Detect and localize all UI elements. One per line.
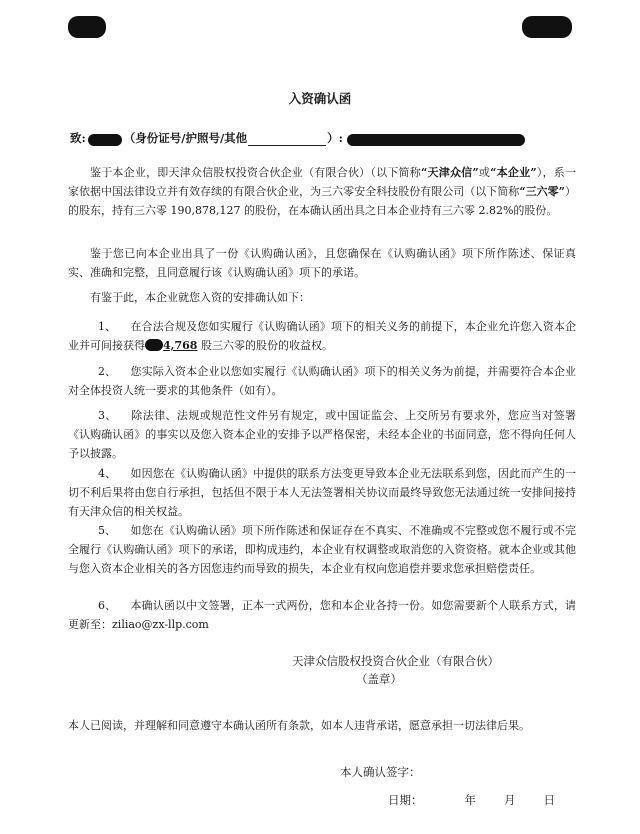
redaction-recipient-name [88, 134, 122, 146]
clause-number: 6、 [98, 599, 117, 612]
clause-1: 1、 在合法合规及您如实履行《认购确认函》项下的相关义务的前提下，本企业允许您入资本企业并可间接获得 4,768 股三六零的股份的收益权。 [68, 320, 577, 352]
date-month: 月 [504, 793, 516, 807]
share-amount: 4,768 [163, 339, 198, 352]
intro-paragraph-3: 有鉴于此，本企业就您入资的安排确认如下： [90, 291, 310, 304]
redaction-top-left [68, 16, 106, 38]
redaction-recipient-id [347, 134, 525, 146]
clause-4: 4、 如因您在《认购确认函》中提供的联系方法变更导致本企业无法联系到您，因此而产生的一切不利后果将由您自行承担，包括但不限于本人无法签署相关协议而最终导致您无法通过统一安排间接持有天津众信的相关权益。 [68, 467, 577, 518]
intro-paragraph-2: 鉴于您已向本企业出具了一份《认购确认函》，且您确保在《认购确认函》项下所作陈述、保证真实、准确和完整，且同意履行该《认购确认函》项下的承诺。 [68, 247, 576, 279]
acknowledgement-statement: 本人已阅读，并理解和同意遵守本确认函所有条款，如本人违背承诺，愿意承担一切法律后果。 [68, 719, 530, 732]
clause-number: 2、 [98, 365, 117, 378]
recipient-line [70, 130, 525, 146]
clause-number: 3、 [98, 409, 117, 422]
date-label: 日期： [388, 793, 423, 807]
recipient-id-label: （身份证号/护照号/其他 [123, 131, 248, 145]
clause-3: 3、 除法律、法规或规范性文件另有规定，或中国证监会、上交所另有要求外，您应当对签署《认购确认函》的事实以及您入资本企业的安排予以严格保密，未经本企业的书面同意，您不得向任何人予以披露。 [68, 409, 576, 460]
clause-number: 1、 [98, 320, 117, 333]
clause-number: 5、 [98, 524, 117, 537]
clause-6: 6、 本确认函以中文签署，正本一式两份，您和本企业各持一份。如您需要新个人联系方式，请更新至：ziliao@zx-llp.com [68, 599, 577, 631]
recipient-id-blank [248, 135, 326, 146]
signature-label: 本人确认签字： [340, 765, 421, 779]
date-line [388, 792, 555, 808]
date-year: 年 [464, 793, 476, 807]
recipient-prefix: 致: [70, 131, 86, 145]
redaction-top-right [522, 16, 572, 38]
redaction-amount [145, 339, 163, 351]
clause-2: 2、 您实际入资本企业以您如实履行《认购确认函》项下的相关义务为前提，并需要符合本企业对全体投资人统一要求的其他条件（如有）。 [68, 365, 577, 397]
document-title: 入资确认函 [288, 91, 352, 106]
intro-paragraph-1: 鉴于本企业，即天津众信股权投资合伙企业（有限合伙）（以下简称“天津众信”或“本企业”），系一家依据中国法律设立并有效存续的有限合伙企业，为三六零安全科技股份有限公司（以下简称“三六零”）的股东，持有三六零 190,878,127 的股份，在本确认函出具之日本企业持有三六零 2.82%的股份。 [68, 166, 577, 217]
date-day: 日 [543, 793, 555, 807]
clause-number: 4、 [98, 467, 117, 480]
clause-5: 5、 如您在《认购确认函》项下所作陈述和保证存在不真实、不准确或不完整或您不履行或不完全履行《认购确认函》项下的承诺，即构成违约，本企业有权调整或取消您的入资资格。就本企业或其他与您入资本企业相关的各方因您违约而导致的损失，本企业有权向您追偿并要求您承担赔偿责任。 [68, 524, 577, 575]
seal-label: （盖章） [356, 672, 402, 686]
recipient-colon: ）: [327, 131, 343, 145]
issuer-company: 天津众信股权投资合伙企业（有限合伙） [292, 654, 499, 668]
